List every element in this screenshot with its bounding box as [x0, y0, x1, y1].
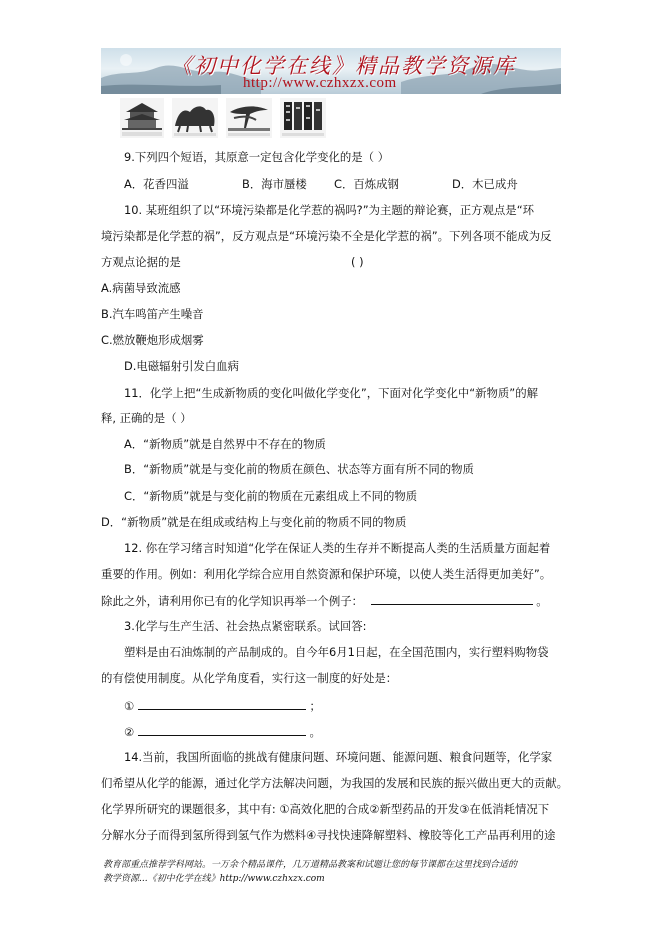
q13-line-1: 3.化学与生产生活、社会热点紧密联系。试回答:: [124, 619, 367, 633]
banner-title: 《初中化学在线》精品教学资源库: [171, 54, 516, 78]
q12-line-2: 重要的作用。例如：利用化学综合应用自然资源和保护环境，以使人类生活得更加美好”。: [101, 567, 552, 581]
q13-line-2: 塑料是由石油炼制的产品制成的。自今年6月1日起，在全国范围内，实行塑料购物袋: [124, 645, 549, 659]
footer-line-2: 教学资源...《初中化学在线》http://www.czhxzx.com: [103, 874, 325, 884]
q13-answer-blank-1[interactable]: [138, 698, 306, 710]
calligraphy-scrolls-icon: [280, 98, 326, 138]
footer-line-1: 教育部重点推荐学科网站。一万余个精品课件，几万道精品教案和试题让您的每节课都在这里找到合适的: [103, 860, 518, 870]
q12-answer-blank[interactable]: [371, 593, 533, 605]
q11-option-c[interactable]: C．“新物质”就是与变化前的物质在元素组成上不同的物质: [124, 489, 418, 503]
q11-option-a[interactable]: A．“新物质”就是自然界中不存在的物质: [124, 437, 326, 451]
q13-line-3: 的有偿使用制度。从化学角度看，实行这一制度的好处是：: [101, 671, 398, 685]
q9-option-c[interactable]: C．百炼成钢: [334, 177, 399, 191]
q11-line-1: 11．化学上把“生成新物质的变化叫做化学变化”，下面对化学变化中“新物质”的解: [124, 386, 538, 400]
site-banner: [101, 48, 561, 94]
q10-option-b[interactable]: B.汽车鸣笛产生噪音: [101, 307, 204, 321]
q13-answer-blank-2[interactable]: [138, 724, 306, 736]
q11-option-d[interactable]: D．“新物质”就是在组成或结构上与变化前的物质不同的物质: [101, 515, 407, 529]
q9-option-d[interactable]: D．木已成舟: [452, 177, 518, 191]
q10-option-a[interactable]: A.病菌导致流感: [101, 281, 181, 295]
q12-end: 。: [536, 594, 548, 608]
q13-blank-1-label: ①: [124, 699, 135, 713]
q14-line-4: 分解水分子而得到氢所得到氢气作为燃料④寻找快速降解塑料、橡胶等化工产品再利用的途: [101, 828, 556, 842]
q12-prompt: 除此之外，请利用你已有的化学知识再举一个例子：: [101, 594, 363, 608]
q9-option-a[interactable]: A．花香四溢: [124, 177, 189, 191]
q13-blank-2-label: ②: [124, 725, 135, 739]
pagoda-icon: [120, 98, 164, 138]
banner-url[interactable]: http://www.czhxzx.com: [243, 75, 397, 91]
q12-line-3: [101, 593, 548, 608]
q14-line-1: 14.当前，我国所面临的挑战有健康问题、环境问题、能源问题、粮食问题等，化学家: [124, 750, 553, 764]
q10-answer-bracket[interactable]: ( ): [351, 255, 364, 269]
q13-blank-2-row: [124, 724, 321, 739]
q14-line-3: 化学界所研究的课题很多，其中有: ①高效化肥的合成②新型药品的开发③在低消耗情况下: [101, 802, 550, 816]
q13-blank-1-row: [124, 698, 321, 713]
q9-option-b[interactable]: B．海市蜃楼: [242, 177, 307, 191]
pine-tree-icon: [226, 98, 272, 138]
q13-blank-1-end: ；: [309, 699, 321, 713]
q12-line-1: 12. 你在学习绪言时知道“化学在保证人类的生存并不断提高人类的生活质量方面起着: [124, 541, 551, 555]
q10-line-3: 方观点论据的是: [101, 255, 181, 269]
q9-stem: 9.下列四个短语，其原意一定包含化学变化的是（ ）: [124, 150, 390, 164]
q11-option-b[interactable]: B．“新物质”就是与变化前的物质在颜色、状态等方面有所不同的物质: [124, 462, 474, 476]
q10-option-d[interactable]: D.电磁辐射引发白血病: [124, 359, 239, 373]
q14-line-2: 们希望从化学的能源，通过化学方法解决问题，为我国的发展和民族的振兴做出更大的贡献。: [101, 776, 569, 790]
horses-painting-icon: [172, 98, 218, 138]
q13-blank-2-end: 。: [309, 725, 321, 739]
q10-option-c[interactable]: C.燃放鞭炮形成烟雾: [101, 333, 204, 347]
q11-line-2: 释, 正确的是（ ）: [101, 411, 192, 425]
q10-line-2: 境污染都是化学惹的祸”，反方观点是“环境污染不全是化学惹的祸”。下列各项不能成为反: [101, 229, 552, 243]
q10-line-1: 10. 某班组织了以“环境污染都是化学惹的祸吗?”为主题的辩论赛，正方观点是“环: [124, 203, 534, 217]
